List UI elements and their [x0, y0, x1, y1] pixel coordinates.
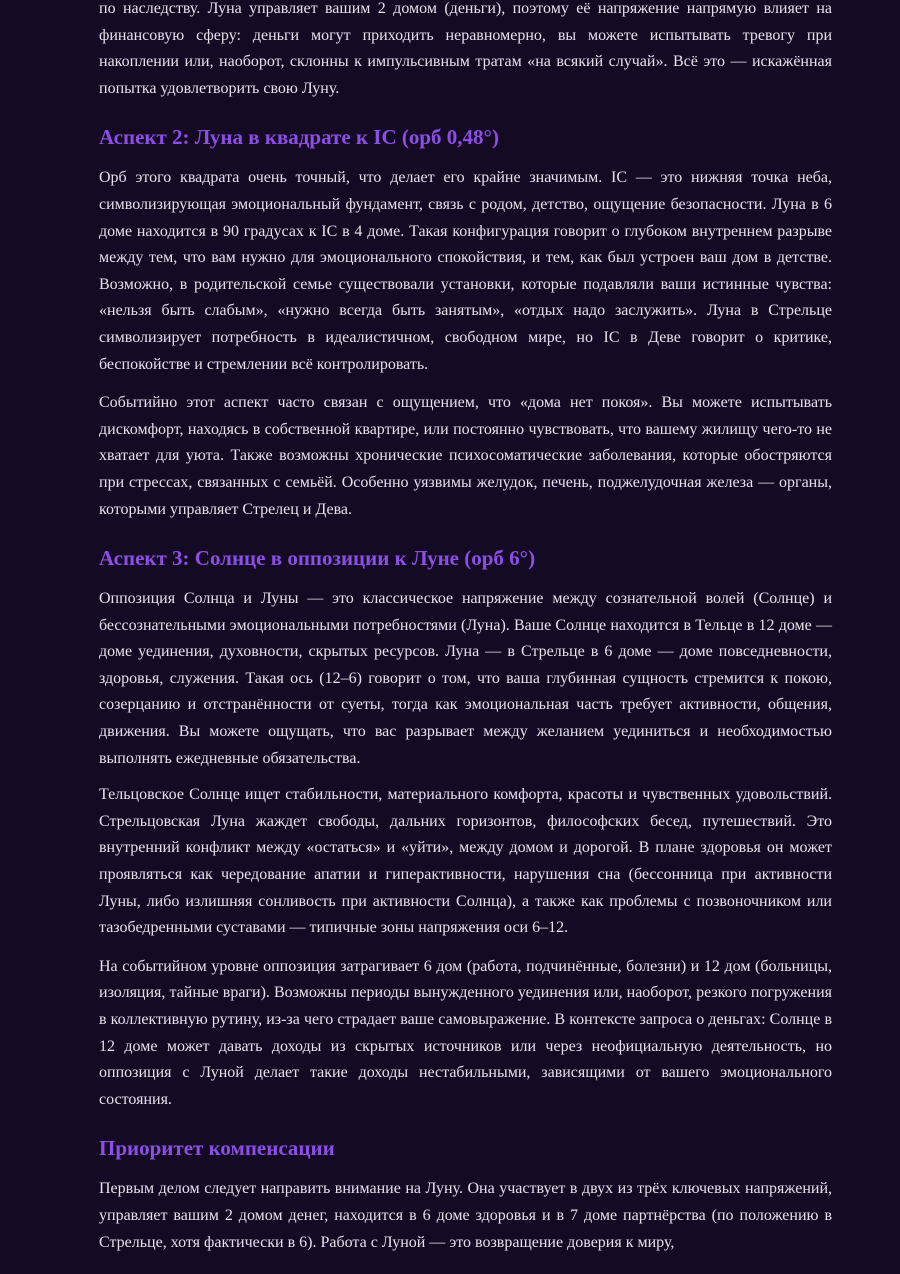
- priority-heading: Приоритет компенсации: [99, 1136, 335, 1161]
- aspect-3-heading: Аспект 3: Солнце в оппозиции к Луне (орб 6°): [99, 546, 536, 571]
- aspect-2-paragraph-2: Событийно этот аспект часто связан с ощущением, что «дома нет покоя». Вы можете испытывать дискомфорт, находясь в собственной квартире, или постоянно чувствовать, что вашему жилищу чего-то не хватает для уюта. Также возможны хронические психосоматические заболевания, которые обостряются при стрессах, связанных с семьёй. Особенно уязвимы желудок, печень, поджелудочная железа — органы, которыми управляет Стрелец и Дева.: [99, 394, 832, 518]
- aspect-3-paragraph-3: На событийном уровне оппозиция затрагивает 6 дом (работа, подчинённые, болезни) и 12 дом (больницы, изоляция, тайные враги). Возможны периоды вынужденного уединения или, наоборот, резкого погружения в коллективную рутину, из-за чего страдает ваше самовыражение. В контексте запроса о деньгах: Солнце в 12 доме может давать доходы из скрытых источников или через неофициальную деятельность, но оппозиция с Луной делает такие доходы нестабильными, зависящими от вашего эмоционального состояния.: [99, 957, 832, 1108]
- intro-paragraph: по наследству. Луна управляет вашим 2 домом (деньги), поэтому её напряжение напрямую влияет на финансовую сферу: деньги могут приходить неравномерно, вы можете испытывать тревогу при накоплении или, наоборот, склонны к импульсивным тратам «на всякий случай». Всё это — искажённая попытка удовлетворить свою Луну.: [99, 0, 832, 97]
- article-body: [99, 0, 832, 1256]
- aspect-2-heading: Аспект 2: Луна в квадрате к IC (орб 0,48°): [99, 125, 499, 150]
- priority-paragraph-1: Первым делом следует направить внимание на Луну. Она участвует в двух из трёх ключевых напряжений, управляет вашим 2 домом денег, находится в 6 доме здоровья и в 7 доме партнёрства (по положению в Стрельце, хотя фактически в 6). Работа с Луной — это возвращение доверия к миру,: [99, 1180, 832, 1251]
- aspect-2-paragraph-1: Орб этого квадрата очень точный, что делает его крайне значимым. IC — это нижняя точка неба, символизирующая эмоциональный фундамент, связь с родом, детство, ощущение безопасности. Луна в 6 доме находится в 90 градусах к IC в 4 доме. Такая конфигурация говорит о глубоком внутреннем разрыве между тем, что вам нужно для эмоционального спокойствия, и тем, как был устроен ваш дом в детстве. Возможно, в родительской семье существовали установки, которые подавляли ваши истинные чувства: «нельзя быть слабым», «нужно всегда быть занятым», «отдых надо заслужить». Луна в Стрельце символизирует потребность в идеалистичном, свободном мире, но IC в Деве говорит о критике, беспокойстве и стремлении всё контролировать.: [99, 169, 832, 373]
- aspect-3-paragraph-1: Оппозиция Солнца и Луны — это классическое напряжение между сознательной волей (Солнце) и бессознательными эмоциональными потребностями (Луна). Ваше Солнце находится в Тельце в 12 доме — доме уединения, духовности, скрытых ресурсов. Луна — в Стрельце в 6 доме — доме повседневности, здоровья, служения. Такая ось (12–6) говорит о том, что ваша глубинная сущность стремится к покою, созерцанию и отстранённости от суеты, тогда как эмоциональная часть требует активности, общения, движения. Вы можете ощущать, что вас разрывает между желанием уединиться и необходимостью выполнять ежедневные обязательства.: [99, 590, 832, 767]
- aspect-3-paragraph-2: Тельцовское Солнце ищет стабильности, материального комфорта, красоты и чувственных удовольствий. Стрельцовская Луна жаждет свободы, дальних горизонтов, философских бесед, путешествий. Это внутренний конфликт между «остаться» и «уйти», между домом и дорогой. В плане здоровья он может проявляться как чередование апатии и гиперактивности, нарушения сна (бессонница при активности Луны, либо излишняя сонливость при активности Солнца), а также как проблемы с позвоночником или тазобедренными суставами — типичные зоны напряжения оси 6–12.: [99, 786, 832, 937]
